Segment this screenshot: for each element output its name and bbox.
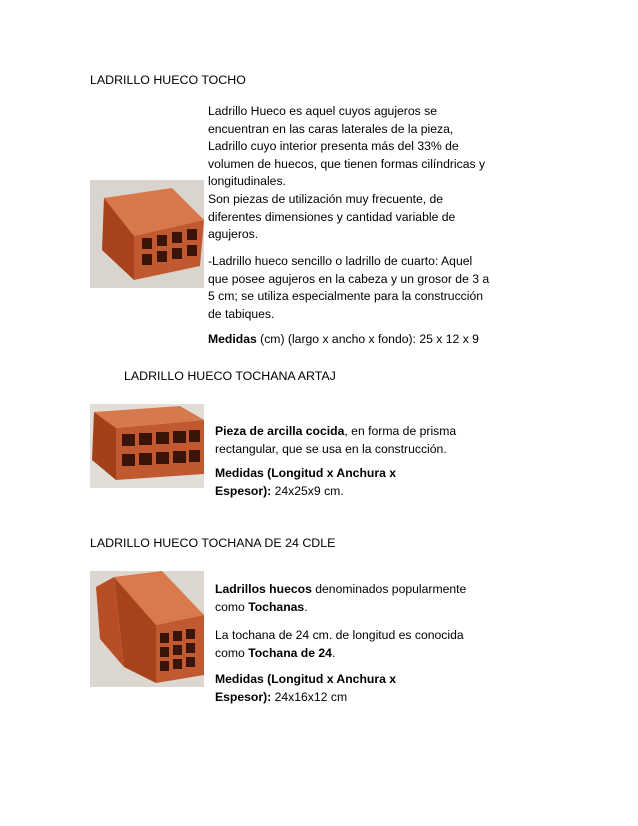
text-line: encuentran en las caras laterales de la pieza, (208, 121, 454, 136)
brick-photo-tochana-24 (90, 571, 204, 687)
measurements-label: Medidas (Longitud x Anchura x (215, 672, 397, 686)
paragraph-tochana-artaj-description (215, 423, 456, 458)
text-line: La tochana de 24 cm. de longitud es conocida (215, 628, 464, 642)
text-line: Ladrillo cuyo interior presenta más del 33% de (208, 139, 459, 154)
text-line: volumen de huecos, que tienen formas cilíndricas y (208, 156, 486, 171)
text-run: , en forma de prisma (344, 424, 457, 438)
paragraph-tochana-24-length (215, 627, 464, 662)
measurements-value: 24x25x9 cm. (271, 483, 344, 498)
text-line: que posee agujeros en la cabeza y un grosor de 3 a (208, 271, 490, 286)
text-run: . (304, 599, 308, 614)
text-line: Ladrillo Hueco es aquel cuyos agujeros se (208, 104, 437, 118)
measurements-tocho (208, 331, 479, 349)
section-heading-tocho: LADRILLO HUECO TOCHO (90, 73, 246, 87)
section-heading-tochana-24: LADRILLO HUECO TOCHANA DE 24 CDLE (90, 536, 336, 550)
measurements-label-cont: Espesor): (215, 483, 272, 498)
measurements-label-cont: Espesor): (215, 689, 272, 704)
measurements-value: (cm) (largo x ancho x fondo): 25 x 12 x 9 (256, 332, 479, 346)
text-line: rectangular, que se usa en la construcción. (215, 441, 447, 456)
text-line: agujeros. (208, 227, 259, 242)
text-run: . (331, 645, 336, 660)
text-line: diferentes dimensiones y cantidad variable de (208, 209, 456, 224)
paragraph-tocho-description (208, 103, 485, 244)
brick-photo-tochana-artaj (90, 404, 204, 488)
paragraph-tochana-24-intro (215, 581, 466, 616)
measurements-tochana-24 (215, 671, 396, 706)
measurements-value: 24x16x12 cm (271, 689, 348, 704)
text-line: longitudinales. (208, 174, 286, 189)
text-line: -Ladrillo hueco sencillo o ladrillo de cuarto: Aquel (208, 254, 473, 268)
text-run: como (215, 599, 249, 614)
bold-term: Ladrillos huecos (215, 582, 312, 596)
measurements-label: Medidas (Longitud x Anchura x (215, 466, 397, 480)
text-run: denominados popularmente (311, 582, 467, 596)
measurements-label: Medidas (208, 332, 257, 346)
text-line: Son piezas de utilización muy frecuente, de (208, 191, 444, 206)
text-line: de tabiques. (208, 306, 275, 321)
section-heading-tochana-artaj: LADRILLO HUECO TOCHANA ARTAJ (124, 369, 336, 383)
measurements-tochana-artaj (215, 465, 396, 500)
brick-photo-tocho (90, 180, 204, 288)
bold-term: Pieza de arcilla cocida (215, 424, 345, 438)
bold-term: Tochanas (248, 599, 305, 614)
paragraph-tocho-sencillo (208, 253, 489, 323)
text-run: como (215, 645, 249, 660)
bold-term: Tochana de 24 (248, 645, 332, 660)
text-line: 5 cm; se utiliza especialmente para la construcción (208, 289, 484, 304)
